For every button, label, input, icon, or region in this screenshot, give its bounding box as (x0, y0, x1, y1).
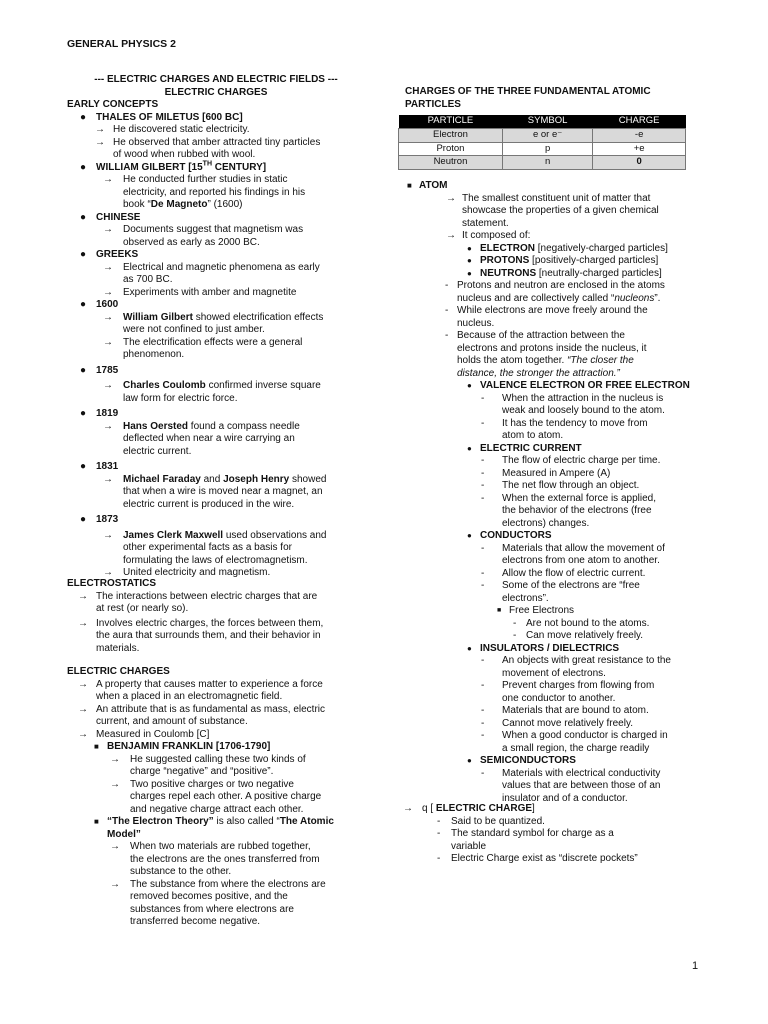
list-item: → Measured in Coulomb [C] (78, 728, 210, 740)
arrow-icon: → (95, 136, 105, 148)
bullet-icon: ● (80, 249, 87, 260)
table-cell: -e (593, 129, 686, 143)
electric-charges-section (67, 666, 367, 929)
square-bullet-icon: ■ (94, 742, 99, 751)
dash-icon: - (437, 828, 441, 839)
list-item: ● CONDUCTORS (467, 530, 552, 541)
arrow-icon: → (103, 567, 113, 578)
table-cell: +e (593, 142, 686, 156)
arrow-icon: → (110, 753, 120, 765)
square-bullet-icon: ■ (407, 181, 412, 190)
dash-icon: - (445, 305, 449, 316)
dash-icon: - (481, 492, 485, 504)
list-item: ● NEUTRONS [neutrally-charged particles] (467, 267, 662, 279)
table-header: PARTICLE (399, 115, 503, 129)
arrow-icon: → (78, 678, 88, 690)
list-item: → United electricity and magnetism. (103, 567, 271, 578)
list-item: - Are not bound to the atoms. (513, 617, 650, 629)
list-item: ● PROTONS [positively-charged particles] (467, 255, 659, 266)
list-item: - Can move relatively freely. (513, 630, 644, 641)
table-row (399, 156, 686, 170)
list-item: → Electrical and magnetic phenomena as early as 700 BC. (103, 261, 320, 285)
list-item: ■ “The Electron Theory” is also called “The Atomic Model” (94, 816, 334, 840)
arrow-icon: → (103, 529, 113, 541)
list-item: → It composed of: (446, 230, 531, 241)
bullet-icon: ● (467, 443, 472, 453)
bullet-icon: ● (467, 531, 472, 540)
table-caption: CHARGES OF THE THREE FUNDAMENTAL ATOMIC PARTICLES (405, 86, 651, 110)
bullet-icon: ● (467, 643, 472, 653)
dash-icon: - (481, 705, 485, 716)
arrow-icon: → (103, 261, 113, 273)
table-header-row (399, 115, 686, 129)
list-item: ● 1785 (80, 364, 119, 376)
dash-icon: - (481, 717, 485, 729)
list-item: ● CHINESE (80, 211, 141, 223)
table-row (399, 142, 686, 156)
list-item: - Protons and neutron are enclosed in the atoms nucleus and are collectively called “nucleons”. (445, 280, 665, 304)
bullet-icon: ● (80, 408, 87, 419)
electric-charges-heading: ELECTRIC CHARGES (67, 666, 170, 677)
list-item: → Hans Oersted found a compass needle deflected when near a wire carrying an electric current. (103, 420, 300, 457)
list-item: ● VALENCE ELECTRON OR FREE ELECTRON (467, 380, 690, 391)
table-cell: Electron (399, 129, 503, 143)
arrow-icon: → (103, 336, 113, 348)
dash-icon: - (481, 455, 485, 466)
table-cell: n (502, 156, 592, 170)
arrow-icon: → (446, 192, 456, 204)
dash-icon: - (481, 767, 485, 779)
dash-icon: - (481, 567, 485, 579)
list-item: → He observed that amber attracted tiny particles of wood when rubbed with wool. (95, 136, 321, 160)
dash-icon: - (481, 580, 485, 591)
list-item: - Measured in Ampere (A) (481, 467, 611, 479)
table-cell: Proton (399, 142, 503, 156)
arrow-icon: → (78, 617, 88, 629)
list-item: - Materials that are bound to atom. (481, 705, 649, 716)
list-item: ● INSULATORS / DIELECTRICS (467, 642, 620, 654)
early-concepts (67, 99, 367, 580)
list-item: → Two positive charges or two negative charges repel each other. A positive charge and negative charge attract each other. (110, 778, 322, 815)
list-item: → Involves electric charges, the forces between them, the aura that surrounds them, and their behavior in materials. (78, 617, 324, 654)
table-header: SYMBOL (502, 115, 592, 129)
arrow-icon: → (103, 174, 113, 185)
list-item: - When the external force is applied, the behavior of the electrons (free electrons) changes. (481, 492, 656, 529)
arrow-icon: → (110, 778, 120, 790)
list-item: → James Clerk Maxwell used observations and other experimental facts as a basis for formulating the laws of electromagnetism. (103, 529, 327, 566)
bullet-icon: ● (467, 243, 472, 253)
list-item: → Michael Faraday and Joseph Henry showed that when a wire is moved near a magnet, an electric current is produced in the wire. (103, 473, 327, 510)
list-item: → Charles Coulomb confirmed inverse square law form for electric force. (103, 380, 321, 404)
list-item: ● ELECTRON [negatively-charged particles] (467, 242, 668, 254)
dash-icon: - (513, 617, 517, 629)
atom-section (405, 180, 705, 805)
list-item: → He discovered static electricity. (95, 124, 250, 135)
list-item: → Experiments with amber and magnetite (103, 286, 297, 298)
list-item: - When the attraction in the nucleus is weak and loosely bound to the atom. (481, 392, 665, 416)
electrostatics-section (67, 578, 367, 655)
bullet-icon: ● (80, 111, 87, 123)
electrostatics-heading: ELECTROSTATICS (67, 578, 157, 589)
list-item: - When a good conductor is charged in a small region, the charge readily (481, 730, 668, 754)
list-item: ● ELECTRIC CURRENT (467, 442, 582, 454)
list-item: - An objects with great resistance to the movement of electrons. (481, 655, 671, 679)
list-item: - The net flow through an object. (481, 480, 640, 491)
arrow-icon: → (403, 803, 413, 814)
list-item: - Prevent charges from flowing from one conductor to another. (481, 680, 655, 704)
dash-icon: - (445, 280, 449, 291)
arrow-icon: → (103, 380, 113, 391)
table-cell: Neutron (399, 156, 503, 170)
list-item: ● 1600 (80, 299, 119, 310)
bullet-icon: ● (467, 268, 472, 278)
arrow-icon: → (95, 124, 105, 135)
section-subtitle: ELECTRIC CHARGES (164, 87, 268, 98)
dash-icon: - (481, 467, 485, 479)
list-item: ● 1819 (80, 408, 119, 419)
early-concepts-heading: EARLY CONCEPTS (67, 99, 159, 110)
dash-icon: - (445, 330, 449, 341)
dash-icon: - (513, 630, 517, 641)
bullet-icon: ● (80, 514, 87, 525)
arrow-icon: → (103, 311, 113, 323)
list-item: → The electrification effects were a general phenomenon. (103, 336, 303, 360)
list-item: - The flow of electric charge per time. (481, 455, 661, 466)
list-item: ■ Free Electrons (497, 605, 575, 616)
dash-icon: - (481, 680, 485, 691)
list-item: ■ ATOM (407, 180, 448, 191)
list-item: ● 1831 (80, 461, 119, 472)
table-row (399, 129, 686, 143)
list-item: → A property that causes matter to experience a force when a placed in an electromagnetic field. (78, 678, 323, 702)
arrow-icon: → (110, 878, 120, 890)
arrow-icon: → (103, 473, 113, 485)
arrow-icon: → (78, 703, 88, 715)
dash-icon: - (481, 542, 485, 554)
arrow-icon: → (110, 841, 120, 852)
list-item: ● GREEKS (80, 249, 139, 260)
dash-icon: - (481, 655, 485, 666)
list-item: ■ BENJAMIN FRANKLIN [1706-1790] (94, 741, 271, 752)
list-item: - Said to be quantized. (437, 815, 545, 827)
list-item: → The substance from where the electrons are removed becomes positive, and the substances from where electrons are transferred become negative. (110, 878, 326, 927)
list-item: - While electrons are move freely around the nucleus. (445, 305, 648, 329)
square-bullet-icon: ■ (94, 817, 99, 826)
particles-table (398, 115, 686, 170)
list-item: - Allow the flow of electric current. (481, 567, 646, 579)
list-item: ● THALES OF MILETUS [600 BC] (80, 111, 243, 123)
list-item: ● 1873 (80, 514, 119, 525)
table-cell: p (502, 142, 592, 156)
dash-icon: - (481, 417, 485, 429)
list-item: - It has the tendency to move from atom to atom. (481, 417, 648, 441)
list-item: → An attribute that is as fundamental as mass, electric current, and amount of substance. (78, 703, 325, 727)
bullet-icon: ● (467, 256, 472, 265)
arrow-icon: → (78, 590, 88, 602)
list-item: → When two materials are rubbed together, the electrons are the ones transferred from substance to the other. (110, 841, 320, 877)
arrow-icon: → (103, 420, 113, 432)
list-item: - Materials that allow the movement of electrons from one atom to another. (481, 542, 665, 566)
page-number: 1 (692, 960, 699, 972)
table-header: CHARGE (593, 115, 686, 129)
list-item: → Documents suggest that magnetism was observed as early as 2000 BC. (103, 224, 304, 248)
list-item: ● SEMICONDUCTORS (467, 755, 576, 766)
list-item: - Cannot move relatively freely. (481, 717, 633, 729)
list-item: → He conducted further studies in static electricity, and reported his findings in his book “De Magneto” (1600) (103, 174, 306, 210)
list-item: - The standard symbol for charge as a variable (437, 828, 614, 852)
arrow-icon: → (78, 728, 88, 740)
list-item: ● WILLIAM GILBERT [15TH CENTURY] (80, 160, 267, 173)
table-cell: 0 (593, 156, 686, 170)
list-item: → William Gilbert showed electrification effects were not confined to just amber. (103, 311, 324, 335)
list-item: → He suggested calling these two kinds of charge “negative” and “positive”. (110, 753, 306, 777)
list-item: - Materials with electrical conductivity values that are between those of an insulator and of a conductor. (481, 767, 661, 804)
bullet-icon: ● (80, 299, 87, 310)
list-item: → The smallest constituent unit of matter that showcase the properties of a given chemical statement. (446, 192, 659, 229)
list-item: - Some of the electrons are “free electrons”. (481, 580, 640, 604)
section-title: --- ELECTRIC CHARGES AND ELECTRIC FIELDS --- (94, 74, 338, 85)
dash-icon: - (481, 392, 485, 404)
bullet-icon: ● (80, 461, 87, 472)
electric-charge-q-section (405, 803, 705, 866)
arrow-icon: → (446, 230, 456, 241)
list-item: → The interactions between electric charges that are at rest (or nearly so). (78, 590, 318, 614)
list-item: - Electric Charge exist as “discrete pockets” (437, 853, 638, 864)
bullet-icon: ● (80, 211, 87, 223)
bullet-icon: ● (467, 756, 472, 765)
page-header: GENERAL PHYSICS 2 (67, 38, 176, 50)
list-item: → q [ ELECTRIC CHARGE] (403, 803, 535, 814)
bullet-icon: ● (80, 161, 87, 173)
square-bullet-icon: ■ (497, 607, 502, 614)
list-item: - Because of the attraction between the electrons and protons inside the nucleus, it holds the atom together. “The closer the distance, the stronger the attraction.” (445, 330, 647, 379)
table-cell: e or e⁻ (502, 129, 592, 143)
dash-icon: - (437, 853, 441, 864)
dash-icon: - (481, 730, 485, 741)
bullet-icon: ● (80, 364, 87, 376)
dash-icon: - (437, 815, 441, 827)
dash-icon: - (481, 480, 485, 491)
arrow-icon: → (103, 286, 113, 298)
arrow-icon: → (103, 224, 113, 235)
bullet-icon: ● (467, 381, 472, 390)
